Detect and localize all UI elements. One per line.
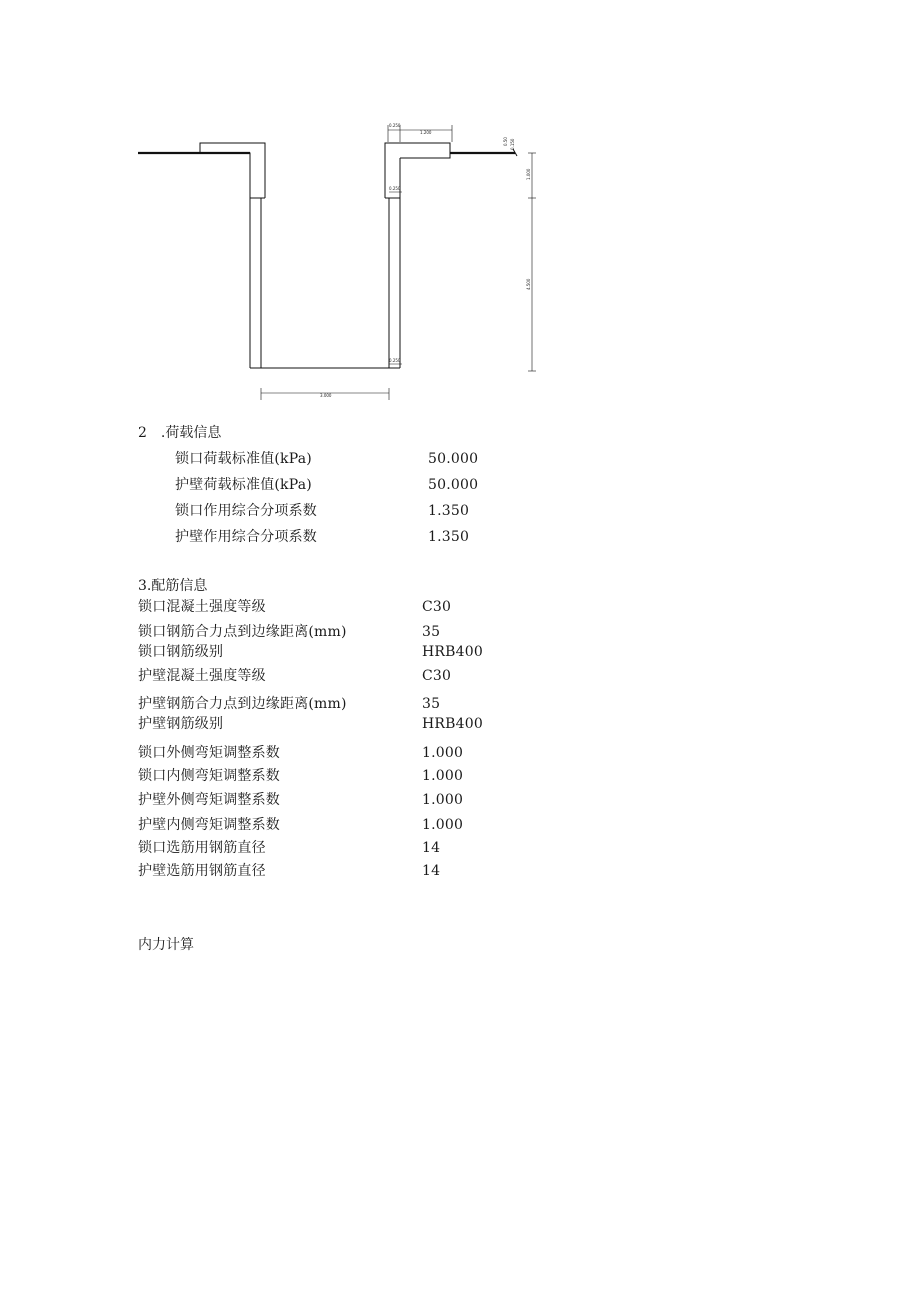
- dim-bottom-thickness: 0.250: [389, 358, 401, 363]
- dim-mid-thickness: 0.250: [389, 186, 401, 191]
- rebar-row-value: 35: [422, 624, 441, 640]
- load-row-value: 50.000: [428, 477, 479, 493]
- left-collar-outline: [200, 143, 265, 198]
- load-row-label: 护壁荷载标准值(kPa): [175, 477, 312, 493]
- rebar-row: [138, 862, 538, 880]
- load-row-value: 1.350: [428, 529, 470, 545]
- dim-top-left-thickness: 0.250: [389, 123, 401, 128]
- rebar-row-value: HRB400: [422, 644, 483, 660]
- rebar-row-value: C30: [422, 668, 452, 684]
- rebar-row-value: 1.000: [422, 745, 464, 761]
- rebar-row-label: 护壁混凝土强度等级: [138, 668, 266, 684]
- rebar-row: [138, 744, 538, 762]
- rebar-row-value: 1.000: [422, 792, 464, 808]
- load-row: [175, 502, 495, 520]
- rebar-row: [138, 767, 538, 785]
- dim-pit-width: 3.000: [320, 393, 332, 398]
- rebar-row: [138, 791, 538, 809]
- rebar-row-label: 护壁钢筋级别: [138, 716, 224, 732]
- rebar-row: [138, 839, 538, 857]
- load-row-label: 护壁作用综合分项系数: [175, 529, 317, 545]
- dim-right-small-a: 0.50: [503, 137, 508, 146]
- rebar-row-value: 14: [422, 863, 441, 879]
- rebar-row-value: 1.000: [422, 768, 464, 784]
- rebar-row-label: 锁口外侧弯矩调整系数: [138, 745, 280, 761]
- rebar-row: [138, 598, 538, 616]
- load-row: [175, 476, 495, 494]
- rebar-row: [138, 667, 538, 685]
- rebar-row-value: C30: [422, 599, 452, 615]
- rebar-row-label: 护壁内侧弯矩调整系数: [138, 817, 280, 833]
- rebar-row-label: 锁口选筋用钢筋直径: [138, 840, 266, 856]
- rebar-row: [138, 715, 538, 733]
- rebar-row: [138, 643, 538, 661]
- load-row: [175, 450, 495, 468]
- rebar-row-value: 14: [422, 840, 441, 856]
- internal-force-title: 内力计算: [138, 937, 194, 953]
- rebar-row-value: 35: [422, 696, 441, 712]
- dim-right-small-b: 0.150: [510, 138, 515, 150]
- pit-section-drawing: [130, 110, 560, 410]
- rebar-row: [138, 623, 538, 641]
- rebar-row-label: 护壁钢筋合力点到边缘距离(mm): [138, 696, 347, 712]
- left-collar-inner: [200, 153, 250, 198]
- load-row-label: 锁口荷载标准值(kPa): [175, 451, 312, 467]
- rebar-row: [138, 816, 538, 834]
- rebar-row-label: 护壁外侧弯矩调整系数: [138, 792, 280, 808]
- rebar-row-label: 护壁选筋用钢筋直径: [138, 863, 266, 879]
- rebar-row-label: 锁口内侧弯矩调整系数: [138, 768, 280, 784]
- dim-collar-height: 1.000: [526, 168, 531, 180]
- load-row: [175, 528, 495, 546]
- rebar-row-label: 锁口混凝土强度等级: [138, 599, 266, 615]
- dim-top-width: 1.200: [420, 130, 432, 135]
- load-row-value: 1.350: [428, 503, 470, 519]
- dim-wall-height: 4.500: [526, 278, 531, 290]
- rebar-section-title: 3.配筋信息: [138, 578, 208, 594]
- load-row-label: 锁口作用综合分项系数: [175, 503, 317, 519]
- load-row-value: 50.000: [428, 451, 479, 467]
- rebar-row-label: 锁口钢筋合力点到边缘距离(mm): [138, 624, 347, 640]
- rebar-row-value: 1.000: [422, 817, 464, 833]
- load-section-title: 2 .荷载信息: [138, 425, 222, 441]
- right-collar-inner: [400, 153, 450, 158]
- rebar-row: [138, 695, 538, 713]
- rebar-row-value: HRB400: [422, 716, 483, 732]
- rebar-row-label: 锁口钢筋级别: [138, 644, 224, 660]
